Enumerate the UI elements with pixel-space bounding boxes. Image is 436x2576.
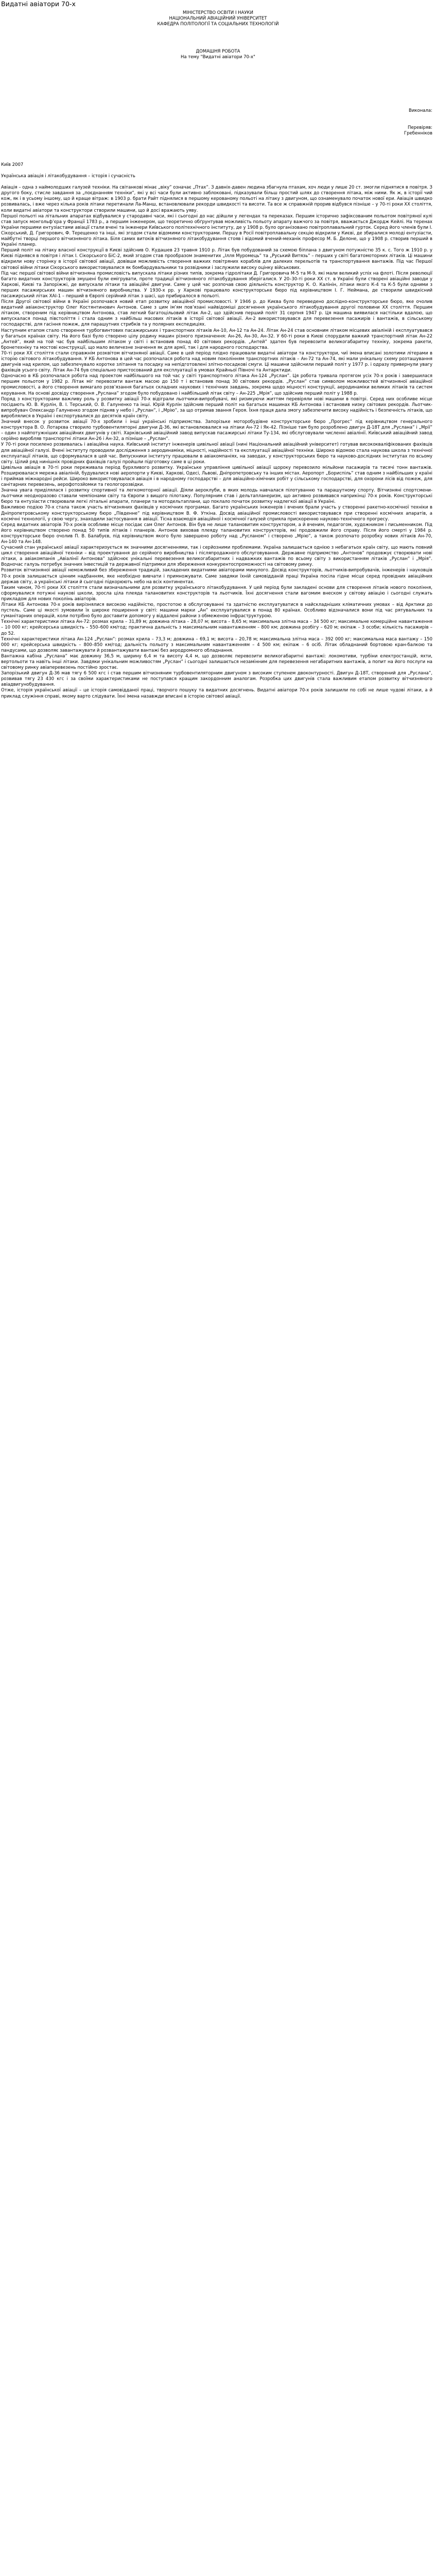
body-paragraph: Одночасно в КБ розпочалася робота над проектом найбільшого на той час у світі транспортного літака Ан-124 „Руслан”. Ця робота тривала протягом усіх 70-х років і завершилася першим польотом у 1982 р. Літак міг перевозити вантаж масою до 150 т і встановив понад 30 світових рекордів. „Руслан” став символом можливостей вітчизняної авіаційної промисловості, а його створення вимагало розв’язання багатьох складних наукових і технічних завдань, зокрема щодо міцності конструкції, аеродинаміки великих літаків та систем керування. На основі досвіду створення „Руслана” згодом було побудовано і найбільший літак світу – Ан-225 „Мрія”, що здійснив перший політ у 1988 р. — [1, 374, 432, 396]
document-body — [1, 162, 432, 700]
body-paragraph: Запорізький двигун Д-36 мав тягу 6 500 кгс і став першим вітчизняним турбовентиляторним двигуном з високим ступенем двоконтурності. Двигун Д-18Т, створений для „Руслана”, розвивав тягу 23 430 кгс і за своїми характеристиками не поступався кращим закордонним аналогам. Розробка цих двигунів стала важливим етапом розвитку вітчизняного авіадвигунобудування. — [1, 671, 432, 688]
document-topic: На тему "Видатні авіатори 70-х" — [181, 55, 255, 60]
ministry-line: МІНІСТЕРСТВО ОСВІТИ І НАУКИ — [183, 10, 253, 15]
paragraphs — [1, 185, 432, 699]
body-paragraph: 70-ті роки XX століття стали справжнім розквітом вітчизняної авіації. Саме в цей період плідно працювали видатні авіатори та конструктори, чиї імена вписані золотими літерами в історію світового літакобудування. У КБ Антонова в цей час розпочалася робота над новим поколінням транспортних літаків – Ан-72 та Ан-74, які мали унікальну схему розташування двигунів над крилом, що забезпечувало коротке злітання та посадку на непідготовлені злітно-посадкові смуги. Ці машини здійснили перший політ у 1977 р. і одразу привернули увагу фахівців усього світу. Літак Ан-74 був спеціально пристосований для експлуатації в умовах Крайньої Півночі та Антарктиди. — [1, 350, 432, 374]
body-paragraph: Сучасний стан української авіації характеризується як значними досягненнями, так і серйозними проблемами. Україна залишається однією з небагатьох країн світу, що мають повний цикл створення авіаційної техніки – від проектування до серійного виробництва і післяпродажного обслуговування. Державне підприємство „Антонов” продовжує створювати нові літаки, а авіакомпанія „Авіалінії Антонова” здійснює унікальні перевезення великогабаритних і надважких вантажів по всьому світу з використанням літаків „Руслан” і „Мрія”. Водночас галузь потребує значних інвестицій та державної підтримки для збереження конкурентоспроможності на світовому ринку. — [1, 545, 432, 568]
body-paragraph: Під час першої світової війни вітчизняна промисловість випускала літаки різних типів, зокрема гідролітаки Д. Григоровича М-5 та М-9, які мали великий успіх на флоті. Після революції багато видатних конструкторів змушені були емігрувати, проте традиції вітчизняного літакобудування зберігалися. У 20–30-ті роки XX ст. в Україні були створені авіаційні заводи у Харкові, Києві та Запоріжжі, де випускали літаки та авіаційні двигуни. Саме у цей час розпочав свою діяльність конструктор К. О. Калінін, літаки якого К-4 та К-5 були одними з перших пасажирських машин вітчизняного виробництва. У 1930-х рр. у Харкові працювало конструкторське бюро під керівництвом І. Г. Неймана, де створили швидкісний пасажирський літак ХАІ-1 – перший в Європі серійний літак з шасі, що прибиралося в польоті. — [1, 270, 432, 299]
body-paragraph: Цивільна авіація в 70-ті роки переживала період бурхливого розвитку. Українське управління цивільної авіації щороку перевозило мільйони пасажирів та тисячі тонн вантажів. Розширювалася мережа авіаліній, будувалися нові аеропорти у Києві, Харкові, Одесі, Львові, Дніпропетровську та інших містах. Аеропорт „Бориспіль” став одним з найбільших у країні і приймав міжнародні рейси. Широко використовувалася авіація і в народному господарстві – для авіаційно-хімічних робіт у сільському господарстві, для охорони лісів від пожеж, для санітарних перевезень, аерофотозйомки та геологорозвідки. — [1, 465, 432, 488]
body-paragraph: Отже, історія української авіації – це історія самовідданої праці, творчого пошуку та видатних досягнень. Видатні авіатори 70-х років залишили по собі не лише чудові літаки, а й приклад служіння справі, якому варто слідувати. Їхні імена назавжди вписані в історію світової авіації. — [1, 688, 432, 699]
cover-header — [0, 10, 436, 60]
university-line: НАЦІОНАЛЬНИЙ АВІАЦІЙНИЙ УНІВЕРСИТЕТ — [169, 16, 267, 21]
body-paragraph: Значна увага приділялася і розвитку спортивної та легкомоторної авіації. Діяли аероклуби, в яких молодь навчалася пілотуванню та парашутному спорту. Вітчизняні спортсмени-льотчики неодноразово ставали чемпіонами світу та Європи з вищого пілотажу. Популярним став і дельтапланеризм, що активно розвивався наприкінці 70-х років. Конструкторські бюро та ентузіасти створювали легкі літальні апарати, планери та мотодельтаплани, що поклало початок розвитку надлегкої авіації в Україні. — [1, 488, 432, 505]
body-paragraph: Технічні характеристики літака Ан-124 „Руслан”: розмах крила – 73,3 м; довжина – 69,1 м; висота – 20,78 м; максимальна злітна маса – 392 000 кг; максимальна маса вантажу – 150 000 кг; крейсерська швидкість – 800–850 км/год; дальність польоту з максимальним навантаженням – 4 500 км; екіпаж – 6 осіб. Літак обладнаний бортовою кран-балкою та пандусами, що дозволяє завантажувати й розвантажувати вантажі без аеродромного обладнання. — [1, 636, 432, 653]
department-line: КАФЕДРА ПОЛІТОЛОГІЇ ТА СОЦІАЛЬНИХ ТЕХНОЛОГІЙ — [157, 22, 279, 27]
section-subtitle: Українська авіація і літакобудування – історія і сучасність — [1, 174, 135, 179]
body-paragraph: Наступним етапом стало створення турбогвинтових пасажирських і транспортних літаків Ан-10, Ан-12 та Ан-24. Літак Ан-24 став основним літаком місцевих авіаліній і експлуатувався у багатьох країнах світу. На його базі було створено цілу родину машин різного призначення: Ан-26, Ан-30, Ан-32. У 60-ті роки в Києві спорудили важкий транспортний літак Ан-22 „Антей”, який на той час був найбільшим літаком у світі і встановив понад 40 світових рекордів. „Антей” здатен був перевозити великогабаритну техніку, зокрема ракети, бронетехніку та мостові конструкції, що мало величезне значення як для армії, так і для народного господарства. — [1, 328, 432, 350]
body-paragraph: Літаки КБ Антонова 70-х років вирізнялися високою надійністю, простотою в обслуговуванні та здатністю експлуатуватися в найскладніших кліматичних умовах – від Арктики до пустель. Саме ці якості зумовили їх широке поширення у світі: машини марки „Ан” експлуатувалися в понад 80 країнах. Особливо відзначалися вони під час рятувальних та гуманітарних операцій, коли потрібно було доставити допомогу у віддалені райони з обмеженою інфраструктурою. — [1, 602, 432, 619]
body-paragraph: Важливою подією 70-х стала також участь вітчизняних фахівців у космічних програмах. Багато українських інженерів і вчених брали участь у створенні ракетно-космічної техніки в Дніпропетровському конструкторському бюро „Південне” під керівництвом В. Ф. Уткіна. Досвід авіаційної промисловості використовувався при створенні космічних апаратів, а космічні технології, у свою чергу, знаходили застосування в авіації. Тісна взаємодія авіаційної і космічної галузей сприяла прискоренню науково-технічного прогресу. — [1, 505, 432, 522]
body-paragraph: Серед видатних авіаторів 70-х років особливе місце посідає сам Олег Антонов. Він був не лише талановитим конструктором, а й вченим, педагогом, художником і письменником. Під його керівництвом створено понад 50 типів літаків і планерів. Антонов виховав плеяду талановитих конструкторів, які продовжили його справу. Після його смерті у 1984 р. конструкторське бюро очолив П. В. Балабуєв, під керівництвом якого було завершено роботу над „Русланом” і створено „Мрію”, а також розпочато розробку нових літаків Ан-70, Ан-140 та Ан-148. — [1, 522, 432, 545]
body-paragraph: Вантажна кабіна „Руслана” має довжину 36,5 м, ширину 6,4 м та висоту 4,4 м, що дозволяє перевозити великогабаритні вантажі: локомотиви, турбіни електростанцій, яхти, вертольоти та навіть інші літаки. Завдяки унікальним можливостям „Руслан” і сьогодні залишається незамінним для перевезення негабаритних вантажів, а попит на його послуги на світовому ринку авіаперевезень постійно зростає. — [1, 653, 432, 671]
signature-block — [329, 108, 432, 137]
body-paragraph: Таким чином, 70-ті роки XX століття стали визначальними для розвитку українського літакобудування. У цей період були закладені основи для створення літаків нового покоління, сформувалися потужні наукові школи, зросла ціла плеяда талановитих конструкторів та льотчиків. Їхні досягнення стали вагомим внеском у світову авіацію і сьогодні служать прикладом для нових поколінь авіаторів. — [1, 585, 432, 602]
body-paragraph: Розвиток вітчизняної авіації неможливий без збереження традицій, закладених видатними авіаторами минулого. Досвід конструкторів, льотчиків-випробувачів, інженерів і науковців 70-х років залишається цінним надбанням, яке необхідно вивчати і примножувати. Саме завдяки їхній самовідданій праці Україна посіла гідне місце серед провідних авіаційних держав світу, а українські літаки й сьогодні підкорюють небо на всіх континентах. — [1, 568, 432, 585]
city-year: Київ 2007 — [1, 162, 24, 167]
body-paragraph: Перший політ на літаку власної конструкції в Києві здійснив О. Кудашев 23 травня 1910 р. Літак був побудований за схемою біплана з двигуном потужністю 35 к. с. Того ж 1910 р. у Києві піднявся в повітря і літак І. Сікорського БіС-2, який згодом став прообразом знаменитих „Ілля Муромець” та „Руський Витязь” – перших у світі багатомоторних літаків. Ці машини відкрили нову сторінку в історії світової авіації, довівши можливість створення важких повітряних кораблів для далеких перельотів та транспортування вантажів. Під час Першої світової війни літаки Сікорського використовувалися як бомбардувальники та розвідники і заслужили високу оцінку військових. — [1, 248, 432, 270]
body-paragraph: Після Другої світової війни в Україні розпочався новий етап розвитку авіаційної промисловості. У 1946 р. до Києва було переведено дослідно-конструкторське бюро, яке очолив видатний авіаконструктор Олег Костянтинович Антонов. Саме з цим ім’ям пов’язані найвідоміші досягнення українського літакобудування другої половини XX століття. Першим літаком, створеним під керівництвом Антонова, став легкий багатоцільовий літак Ан-2, що здійснив перший політ 31 серпня 1947 р. Ця машина виявилася настільки вдалою, що випускалася понад півстоліття і стала одним з найбільш масових літаків в історії світової авіації. Ан-2 використовувався для перевезення пасажирів і вантажів, в сільському господарстві, для гасіння пожеж, для парашутних стрибків та у полярних експедиціях. — [1, 299, 432, 328]
body-paragraph: Технічні характеристики літака Ан-72: розмах крила – 31,89 м; довжина літака – 28,07 м; висота – 8,65 м; максимальна злітна маса – 34 500 кг; максимальне комерційне навантаження – 10 000 кг; крейсерська швидкість – 550–600 км/год; практична дальність з максимальним навантаженням – 800 км; довжина розбігу – 620 м; екіпаж – 3 особи; кількість пасажирів – до 52. — [1, 619, 432, 636]
page-title: Видатні авіатори 70-х — [1, 0, 76, 8]
executed-label: Виконала: — [409, 108, 432, 113]
document-type: ДОМАШНЯ РОБОТА — [196, 49, 240, 54]
checker-name: Гребенніков — [404, 131, 432, 136]
body-paragraph: Першої польоті на літальних апаратах відбувалися у стародавні часи, які і сьогодні до нас дійшли у легендах та переказах. Першим історично зафіксованим польотом повітряної кулі став запуск монгольф’єра у Франції 1783 р., а першим інженером, що теоретично обґрунтував можливість польоту апарату важчого за повітря, вважається Джордж Кейлі. На теренах України першими ентузіастами авіації стали вчені та інженери Київського політехнічного інституту, де у 1908 р. було організовано повітроплавальний гурток. Серед його членів були І. Сікорський, Д. Григорович, Ф. Терещенко та інші, які згодом стали відомими конструкторами. Першу в Росії повітроплавальну секцію відкрили у Києві, де збиралися молоді ентузіасти, майбутні творці першого вітчизняного літака. Біля самих витоків вітчизняного літакобудування стояв і відомий вчений-механік професор М. Б. Делоне, що у 1908 р. створив перший в Україні планер. — [1, 213, 432, 248]
body-paragraph: Поряд з конструкторами важливу роль у розвитку авіації 70-х відіграли льотчики-випробувачі, які ризикуючи життям перевіряли нові машини в повітрі. Серед них особливе місце посідають Ю. В. Курлін, В. І. Терський, О. В. Галуненко та інші. Юрій Курлін здійснив перший політ на багатьох машинах КБ Антонова і встановив низку світових рекордів. Льотчик-випробувач Олександр Галуненко згодом підняв у небо і „Руслан”, і „Мрію”, за що отримав звання Героя. Їхня праця дала змогу забезпечити високу надійність і безпечність літаків, що вироблялися в Україні і експортувалися до десятків країн світу. — [1, 396, 432, 419]
body-paragraph: Значний внесок у розвиток авіації 70-х зробили і інші українські підприємства. Запорізьке моторобудівне конструкторське бюро „Прогрес” під керівництвом генерального конструктора В. О. Лотарєва створило турбовентиляторні двигуни Д-36, які встановлювалися на літаки Ан-72 і Як-42. Пізніше там було розроблено двигун Д-18Т для „Руслана” і „Мрії” – один з найпотужніших авіаційних двигунів у світі. Харківський авіаційний завод випускав пасажирські літаки Ту-134, які обслуговували численні авіалінії. Київський авіаційний завод серійно виробляв транспортні літаки Ан-26 і Ан-32, а пізніше – „Руслан”. — [1, 419, 432, 442]
body-paragraph: У 70-ті роки посилено розвивалась і авіаційна наука. Київський інститут інженерів цивільної авіації (нині Національний авіаційний університет) готував висококваліфікованих фахівців для авіаційної галузі. Вчені інституту проводили дослідження з аеродинаміки, міцності, надійності та експлуатації авіаційної техніки. Широко відомою стала наукова школа з технічної експлуатації літаків, що сформувалася в цей час. Випускники інституту працювали в авіакомпаніях, на заводах, у конструкторських бюро та науково-дослідних інститутах по всьому світу. Цілий ряд нинішніх провідних фахівців галузі пройшли підготовку саме в ці роки. — [1, 442, 432, 465]
checked-label: Перевіряв: — [408, 125, 432, 130]
body-paragraph: Авіація – одна з наймолодших галузей техніки. На світанкові мінає „віку” означає „Птах”. З давніх-давен людина збагнула птахам, хоч люди у лише 20 ст. змогли піднятися в повітря. З другого боку, стисле завдання за „поєднанням техніки”, які у всі часи були активно заблоковані, підказували більш простий шлях до створення літака, між ними. Як ж, в історії чий кож, як і в усьому іншому, що й краще вітраж: в 1903 р. брати Райт піднялися в першому керованому польоті на літаку з двигуном, що ознаменувало початок нової ери. Авіація швидко розвивалась, і вже через кілька років літаки перетинали Ла-Манш, встановлювали рекорди швидкості та висоти. Та все ж справжній прорив відбувся пізніше – у 70-ті роки XX століття, коли видатні авіатори та конструктори створили машини, що й досі вражають уяву. — [1, 185, 433, 213]
